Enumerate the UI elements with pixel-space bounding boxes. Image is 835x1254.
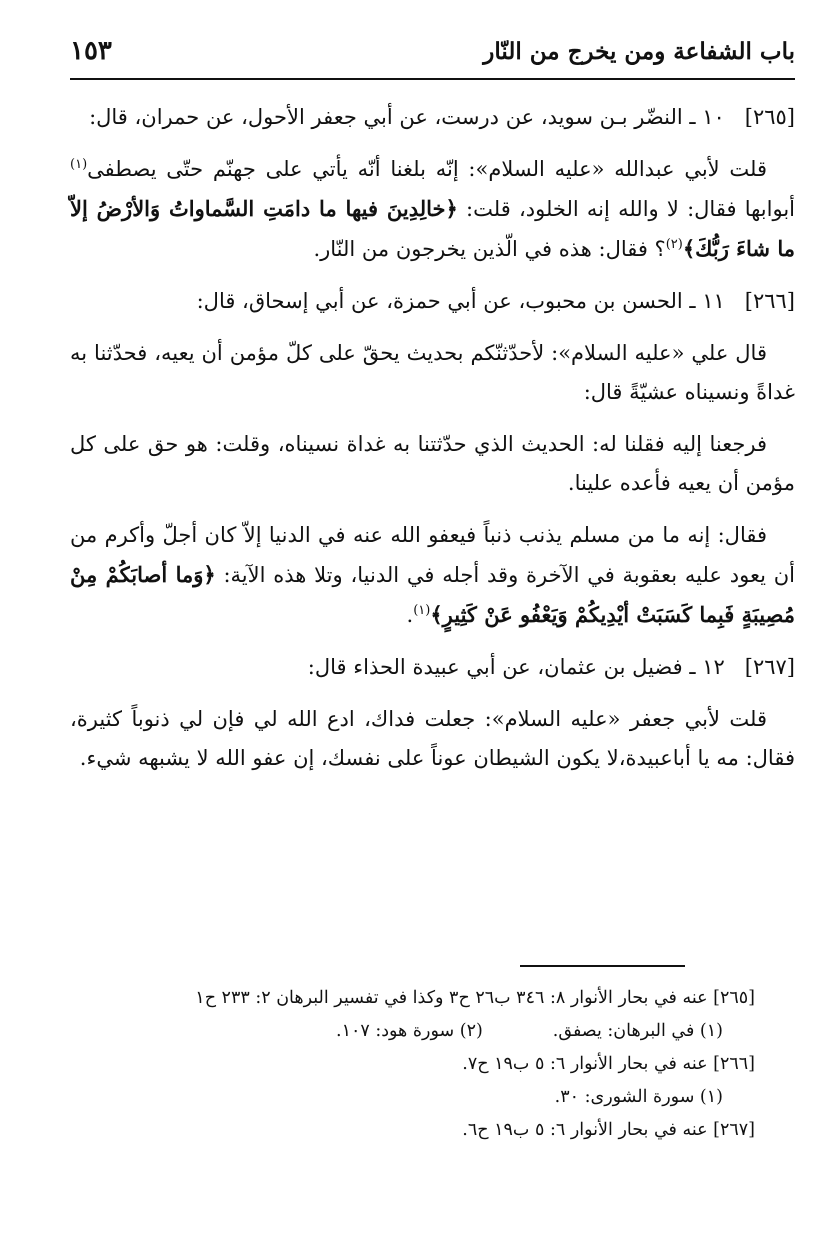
text-segment: ؟ فقال: هذه في الّذين يخرجون من النّار. — [313, 237, 666, 261]
footnote-267: [٢٦٧] عنه في بحار الأنوار ٦: ٥ ب١٩ ح٦. — [462, 1120, 755, 1140]
footnote-265-2: (٢) سورة هود: ١٠٧. — [335, 1021, 483, 1041]
hadith-number: [٢٦٧] — [744, 655, 795, 679]
hadith-number: [٢٦٥] — [744, 105, 795, 129]
footnotes — [70, 982, 755, 1147]
chapter-title: باب الشفاعة ومن يخرج من النّار — [483, 38, 795, 65]
footnote-265-1: (١) في البرهان: يصفق. — [552, 1021, 723, 1041]
isnad: ١٠ ـ النضّر بـن سويد، عن درست، عن أبي جعفر الأحول، عن حمران، قال: — [89, 105, 725, 129]
footnote-ref: (١) — [70, 157, 88, 172]
isnad: ١١ ـ الحسن بن محبوب، عن أبي حمزة، عن أبي إسحاق، قال: — [196, 289, 725, 313]
running-header — [70, 30, 795, 80]
page-number: ١٥٣ — [70, 36, 112, 66]
hadith-267-text: قلت لأبي جعفر «عليه السلام»: جعلت فداك، ادع الله لي فإن لي ذنوباً كثيرة، فقال: مه يا أباعبيدة،لا يكون الشيطان عوناً على نفسك، إن عفو الله لا يشبهه شيء. — [70, 707, 795, 770]
hadith-266-para-1: قال علي «عليه السلام»: لأحدّثنّكم بحديث يحقّ على كلّ مؤمن أن يعيه، فحدّثنا به غداةً ونسيناه عشيّةً قال: — [70, 341, 795, 404]
hadith-267-chain — [70, 648, 795, 687]
footnote-ref: (٢) — [665, 237, 683, 252]
text-segment: . — [406, 603, 414, 627]
hadith-265-chain — [70, 98, 795, 137]
isnad: ١٢ ـ فضيل بن عثمان، عن أبي عبيدة الحذاء قال: — [307, 655, 725, 679]
footnote-266-1: (١) سورة الشورى: ٣٠. — [554, 1087, 723, 1107]
text-segment: فقال: إنه ما من مسلم يذنب ذنباً فيعفو الله عنه في الدنيا إلاّ كان أجلّ وأكرم من أن يعود عليه بعقوبة في الآخرة وقد أجله في الدنيا، وتلا هذه الآية: — [70, 523, 795, 587]
footnote-265: [٢٦٥] عنه في بحار الأنوار ٨: ٣٤٦ ب٢٦ ح٣ وكذا في تفسير البرهان ٢: ٢٣٣ ح١ — [195, 988, 755, 1008]
hadith-266-para-3 — [70, 516, 795, 635]
quran-verse: ﴿وَما أصابَكُمْ مِنْ مُصِيبَةٍ فَبِما كَسَبَتْ أيْدِيكُمْ وَيَعْفُو عَنْ كَثِيرٍ﴾ — [70, 562, 795, 627]
footnote-separator — [520, 965, 685, 967]
footnote-266: [٢٦٦] عنه في بحار الأنوار ٦: ٥ ب١٩ ح٧. — [462, 1054, 755, 1074]
main-text — [70, 98, 795, 791]
text-segment: أبوابها فقال: لا والله إنه الخلود، قلت: — [457, 197, 795, 221]
hadith-266-para-2: فرجعنا إليه فقلنا له: الحديث الذي حدّثتنا به غداة نسيناه، وقلت: هو حق على كل مؤمن أن يعيه فأعده علينا. — [70, 432, 795, 495]
footnote-265-subnotes — [70, 1015, 755, 1048]
text-segment: قلت لأبي عبدالله «عليه السلام»: إنّه بلغنا أنّه يأتي على جهنّم حتّى يصطفى — [87, 157, 767, 181]
footnote-ref: (١) — [413, 603, 431, 618]
hadith-265-text — [70, 150, 795, 269]
quran-verse: ﴿خالِدِينَ فيها ما دامَتِ السَّماواتُ وَالأرْضُ إلاّ ما شاءَ رَبُّكَ﴾ — [70, 196, 795, 261]
hadith-number: [٢٦٦] — [744, 289, 795, 313]
hadith-266-chain — [70, 282, 795, 321]
